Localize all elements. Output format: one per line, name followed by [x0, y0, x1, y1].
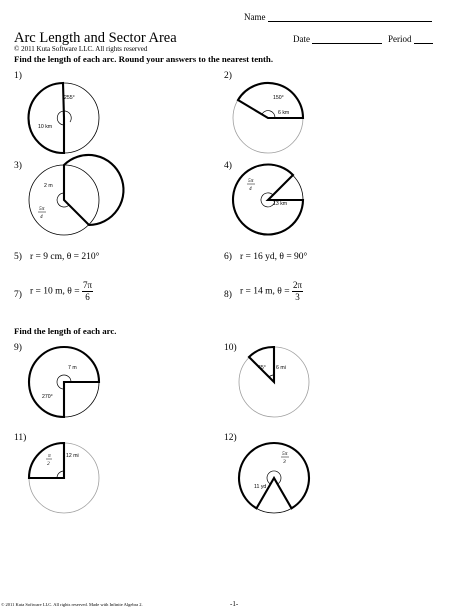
problem-9-number: 9)	[14, 343, 22, 353]
problem-4-angle-num: 5π	[248, 178, 254, 184]
problem-8-text	[240, 281, 303, 302]
problem-9-angle: 270°	[42, 394, 53, 400]
page-title: Arc Length and Sector Area	[14, 30, 177, 46]
problem-12-figure	[234, 438, 314, 518]
problem-6-text: r = 16 yd, θ = 90°	[240, 252, 308, 262]
period-field-line[interactable]	[414, 43, 433, 44]
problem-4-radius: 13 km	[273, 201, 288, 207]
copyright: © 2011 Kuta Software LLC. All rights reserved	[14, 45, 148, 53]
problem-10-number: 10)	[224, 343, 237, 353]
problem-7-number: 7)	[14, 290, 22, 300]
problem-1-figure	[24, 78, 104, 158]
page-number: -1-	[230, 600, 239, 608]
problem-9-figure	[24, 342, 104, 422]
problem-1-number: 1)	[14, 71, 22, 81]
problem-3-angle-den: 4	[40, 214, 43, 220]
problem-12-angle-num: 5π	[282, 451, 288, 457]
problem-11-radius: 12 mi	[66, 453, 79, 459]
problem-7-fraction	[82, 281, 93, 302]
problem-12-angle-den: 3	[283, 459, 286, 465]
problem-2-number: 2)	[224, 71, 232, 81]
problem-11-angle-num: π	[48, 453, 51, 459]
problem-2-radius: 6 km	[278, 110, 290, 116]
problem-4-figure	[228, 160, 308, 240]
instructions-2: Find the length of each arc.	[14, 326, 117, 336]
problem-8-fraction	[292, 281, 303, 302]
problem-11-angle-den: 2	[47, 461, 50, 467]
problem-8-numerator: 2π	[292, 280, 302, 290]
problem-3-radius: 2 m	[44, 183, 53, 189]
problem-8-number: 8)	[224, 290, 232, 300]
problem-7-denominator: 6	[85, 292, 90, 302]
footer-credit: © 2011 Kuta Software LLC. All rights reserved. Made with Infinite Algebra 2.	[1, 602, 143, 607]
date-field-line[interactable]	[312, 43, 382, 44]
problem-4-number: 4)	[224, 161, 232, 171]
date-label: Date	[293, 34, 310, 44]
problem-3-number: 3)	[14, 161, 22, 171]
problem-3-figure	[24, 160, 104, 240]
problem-2-angle: 150°	[273, 95, 284, 101]
problem-4-angle-den: 4	[249, 186, 252, 192]
problem-7-text	[30, 281, 93, 302]
problem-10-figure	[234, 342, 314, 422]
problem-10-radius: 6 mi	[276, 365, 286, 371]
problem-1-radius: 10 km	[38, 124, 53, 130]
problem-6-number: 6)	[224, 252, 232, 262]
problem-11-number: 11)	[14, 433, 27, 443]
problem-12-number: 12)	[224, 433, 237, 443]
instructions-1: Find the length of each arc. Round your answers to the nearest tenth.	[14, 54, 274, 64]
problem-8-prefix: r = 14 m, θ =	[240, 286, 290, 297]
problem-12-radius: 11 yd	[254, 484, 267, 490]
problem-1-angle: 255°	[64, 95, 75, 101]
problem-9-radius: 7 m	[68, 365, 77, 371]
problem-7-numerator: 7π	[82, 280, 92, 290]
problem-11-figure	[24, 438, 104, 518]
problem-7-prefix: r = 10 m, θ =	[30, 286, 80, 297]
problem-3-angle-num: 5π	[39, 206, 45, 212]
problem-5-text: r = 9 cm, θ = 210°	[30, 252, 100, 262]
period-label: Period	[388, 34, 412, 44]
name-field-line[interactable]	[268, 21, 432, 22]
problem-8-denominator: 3	[295, 292, 300, 302]
problem-2-figure	[228, 78, 308, 158]
problem-10-angle: 45°	[258, 365, 266, 371]
name-label: Name	[244, 12, 266, 22]
problem-5-number: 5)	[14, 252, 22, 262]
